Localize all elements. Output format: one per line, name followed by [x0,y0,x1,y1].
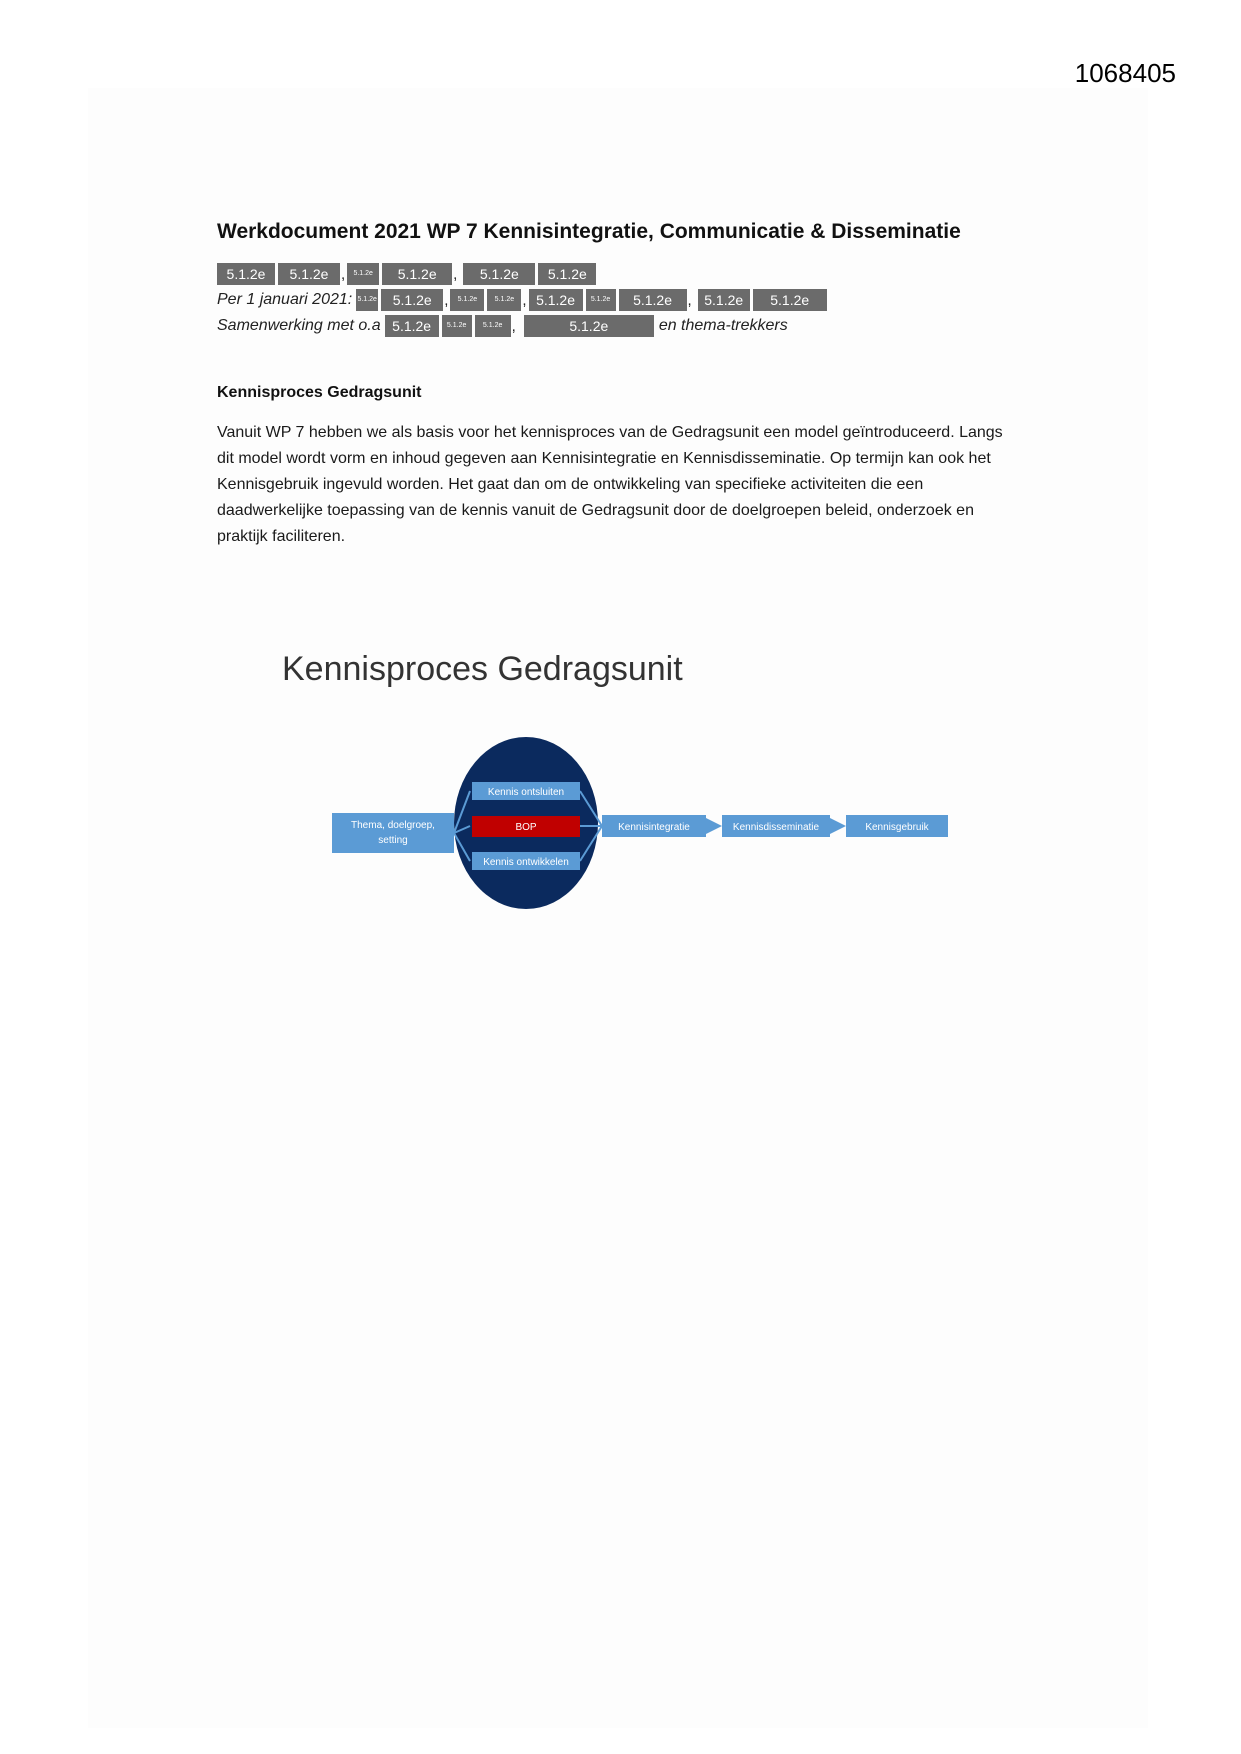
input-box-line1: Thema, doelgroep, [351,820,435,831]
redaction-box: 5.1.2e [385,315,439,337]
redaction-box-small: 5.1.2e [586,289,616,311]
line3-trailing: en thema-trekkers [658,317,788,334]
redaction-box: 5.1.2e [529,289,583,311]
document-title: Werkdocument 2021 WP 7 Kennisintegratie, Communicatie & Disseminatie [217,220,961,243]
input-box-line2: setting [378,835,408,846]
redaction-box-small: 5.1.2e [347,263,379,285]
diagram-title: Kennisproces Gedragsunit [282,650,683,688]
step-2-label: Kennisdisseminatie [732,822,820,833]
bottom-inner-box-label: Kennis ontwikkelen [483,857,569,868]
redaction-box: 5.1.2e [753,289,827,311]
redaction-box-small: 5.1.2e [475,315,511,337]
redaction-box: 5.1.2e [278,263,340,285]
redacted-line-3: Samenwerking met o.a 5.1.2e 5.1.2e 5.1.2e , 5.1.2e en thema-trekkers [217,314,788,338]
redacted-line-2: Per 1 januari 2021: 5.1.2e 5.1.2e , 5.1.2e 5.1.2e , 5.1.2e 5.1.2e 5.1.2e , 5.1.2e 5.1.2e [217,288,830,312]
center-red-box-label: BOP [515,822,537,833]
step-1-label: Kennisintegratie [618,822,690,833]
redaction-box: 5.1.2e [463,263,535,285]
body-paragraph: Vanuit WP 7 hebben we als basis voor het kennisproces van de Gedragsunit een model geïntroduceerd. Langs dit model wordt vorm en inhoud gegeven aan Kennisintegratie en Kennisdisseminatie. Op termijn kan ook het Kennisgebruik ingevuld worden. Het gaat dan om de ontwikkeling van specifieke activiteiten die een daadwerkelijke toepassing van de kennis vanuit de Gedragsunit door de doelgroepen beleid, onderzoek en praktijk faciliteren. [217,424,1003,545]
line2-label: Per 1 januari 2021: [217,291,353,308]
redaction-box-small: 5.1.2e [442,315,472,337]
document-number: 1068405 [1074,58,1176,88]
line3-label: Samenwerking met o.a [217,317,381,334]
redaction-box: 5.1.2e [382,263,452,285]
redaction-box: 5.1.2e [217,263,275,285]
redaction-box: 5.1.2e [698,289,750,311]
redaction-box-small: 5.1.2e [356,289,378,311]
redaction-box: 5.1.2e [619,289,687,311]
redaction-box-small: 5.1.2e [487,289,521,311]
redaction-box: 5.1.2e [381,289,443,311]
step-3-label: Kennisgebruik [865,822,929,833]
top-inner-box-label: Kennis ontsluiten [487,787,565,798]
redacted-line-1: 5.1.2e 5.1.2e , 5.1.2e 5.1.2e , 5.1.2e 5.1.2e [217,262,599,286]
redaction-box: 5.1.2e [524,315,654,337]
redaction-box-small: 5.1.2e [450,289,484,311]
redaction-box: 5.1.2e [538,263,596,285]
section-heading: Kennisproces Gedragsunit [217,384,422,401]
input-box [332,813,454,853]
